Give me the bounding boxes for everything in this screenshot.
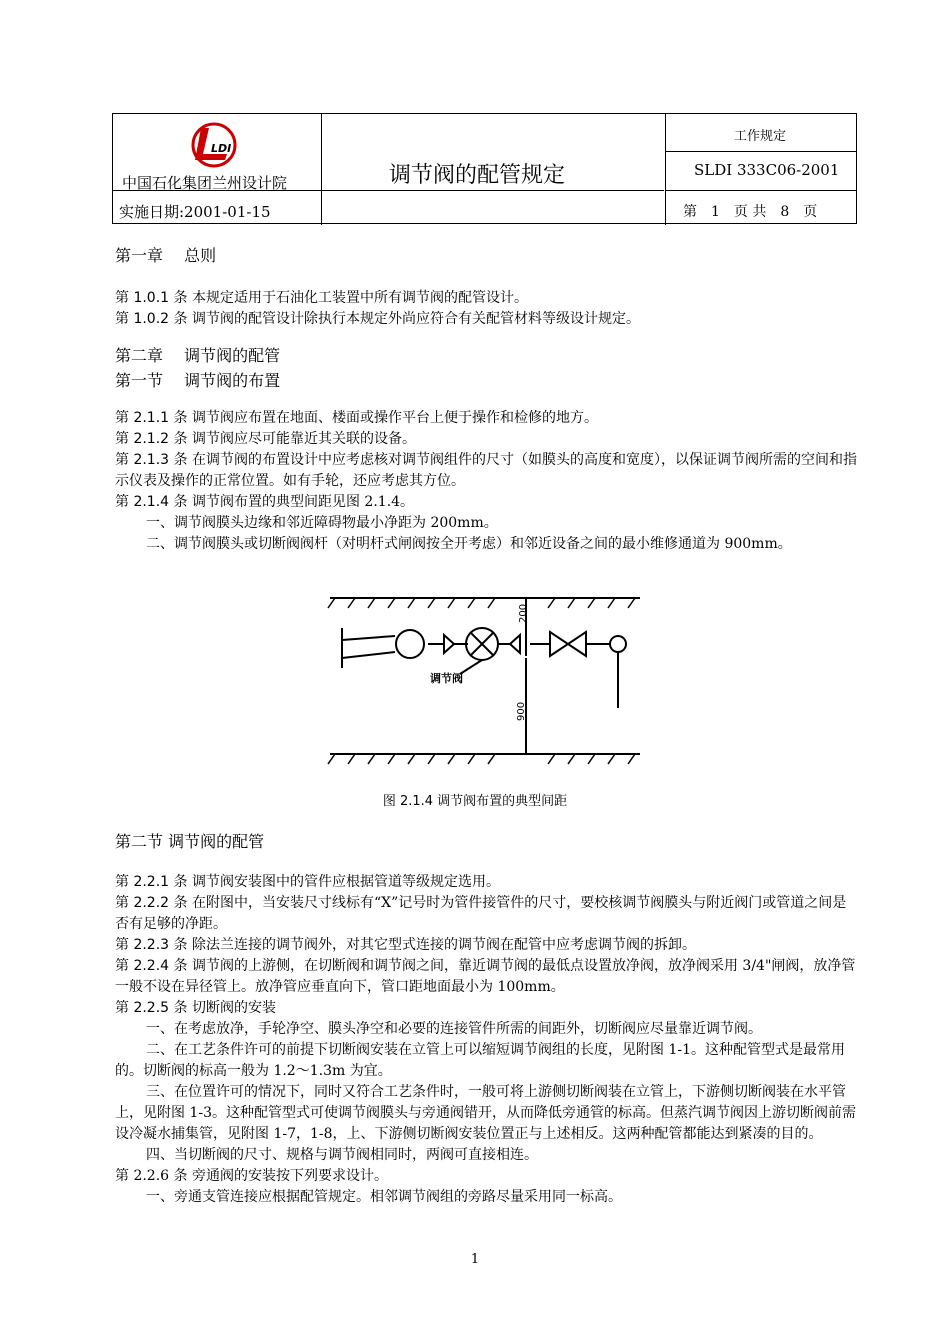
article-text: 第 2.2.6 条 旁通阀的安装按下列要求设计。	[115, 1168, 388, 1184]
article-item: 二、调节阀膜头或切断阀阀杆（对明杆式闸阀按全开考虑）和邻近设备之间的最小维修通道为 900mm。	[146, 536, 792, 552]
doc-title: 调节阀的配管规定	[389, 163, 566, 188]
layout-figure	[320, 588, 650, 773]
logo-text: LDI	[211, 142, 232, 155]
chapter-2-heading: 第二章 调节阀的配管	[115, 346, 281, 365]
article-num: 第 2.2.1 条	[115, 874, 188, 890]
article-item: 一、旁通支管连接应根据配管规定。相邻调节阀组的旁路尽量采用同一标高。	[146, 1189, 622, 1205]
article-text: 调节阀安装图中的管件应根据管道等级规定选用。	[191, 874, 500, 890]
figure-caption: 图 2.1.4 调节阀布置的典型间距	[382, 794, 568, 809]
article-num: 第 2.2.3 条	[115, 937, 188, 953]
doc-info-cell	[665, 114, 857, 225]
article-num: 第 1.0.1 条	[115, 290, 188, 306]
article-num: 第 2.2.5 条	[115, 1000, 188, 1016]
valve-label: 调节阀	[430, 672, 463, 685]
page-number: 1	[470, 1252, 480, 1267]
article-num: 第 2.2.2 条	[115, 895, 188, 911]
article-num: 第 1.0.2 条	[115, 311, 188, 327]
article-num: 第 2.1.4 条	[115, 494, 188, 510]
dim-bottom: 900	[516, 701, 527, 721]
article-text: 在附图中，当安装尺寸线标有“X”记号时为管件接管件的尺寸，要校核调节阀膜头与附近阀门或管道之间是否有足够的净距。	[115, 895, 847, 932]
dim-top: 200	[518, 603, 529, 623]
doc-type: 工作规定	[734, 129, 787, 144]
article-item: 四、当切断阀的尺寸、规格与调节阀相同时，两阀可直接相连。	[146, 1147, 538, 1163]
header-table	[112, 113, 857, 224]
article-text: 调节阀的配管设计除执行本规定外尚应符合有关配管材料等级设计规定。	[191, 311, 640, 327]
article-item: 二、在工艺条件许可的前提下切断阀安装在立管上可以缩短调节阀组的长度，见附图 1-1。这种配管型式是最常用的。切断阀的标高一般为 1.2～1.3m 为宜。	[115, 1042, 845, 1079]
doc-code: SLDI 333C06-2001	[694, 161, 840, 179]
article-text: 在调节阀的布置设计中应考虑核对调节阀组件的尺寸（如膜头的高度和宽度），以保证调节阀所需的空间和指示仪表及操作的正常位置。如有手轮，还应考虑其方位。	[115, 452, 857, 489]
article-text: 调节阀的上游侧，在切断阀和调节阀之间，靠近调节阀的最低点设置放净阀，放净阀采用 3/4"闸阀，放净管一般不设在异径管上。放净管应垂直向下，管口距地面最小为 100mm。	[115, 958, 856, 995]
page-label: 第 1 页 共 8 页	[683, 204, 818, 220]
article-text: 调节阀应尽可能靠近其关联的设备。	[191, 431, 416, 447]
ldi-logo	[189, 120, 239, 170]
article-num: 第 2.1.2 条	[115, 431, 188, 447]
article-text: 除法兰连接的调节阀外，对其它型式连接的调节阀在配管中应考虑调节阀的拆卸。	[191, 937, 696, 953]
article-item: 一、在考虑放净，手轮净空、膜头净空和必要的连接管件所需的间距外，切断阀应尽量靠近调节阀。	[146, 1021, 762, 1037]
article-item: 三、在位置许可的情况下，同时又符合工艺条件时，一般可将上游侧切断阀装在立管上，下游侧切断阀装在水平管上，见附图 1-3。这种配管型式可使调节阀膜头与旁通阀错开，从而降低旁通管的标高。但蒸汽调节阀因上游切断阀前需设冷凝水捕集管，见附图 1-7，1-8，上、下游侧切断阀安装位置正与上述相反。这两种配管都能达到紧凑的目的。	[115, 1084, 856, 1142]
article-text: 调节阀应布置在地面、楼面或操作平台上便于操作和检修的地方。	[191, 410, 598, 426]
article-text: 切断阀的安装	[191, 1000, 276, 1016]
article-item: 一、调节阀膜头边缘和邻近障碍物最小净距为 200mm。	[146, 515, 498, 531]
section-2-heading: 第二节 调节阀的配管	[115, 832, 265, 851]
article-num: 第 2.1.3 条	[115, 452, 188, 468]
section-1-heading: 第一节 调节阀的布置	[115, 371, 281, 390]
effective-date: 实施日期:2001-01-15	[119, 203, 271, 221]
article-text: 调节阀布置的典型间距见图 2.1.4。	[191, 494, 415, 510]
org-name: 中国石化集团兰州设计院	[122, 174, 288, 192]
article-num: 第 2.2.4 条	[115, 958, 188, 974]
lower-body	[115, 830, 860, 1208]
article-text: 本规定适用于石油化工装置中所有调节阀的配管设计。	[191, 290, 528, 306]
org-cell	[113, 114, 322, 225]
chapter-1-heading: 第一章 总则	[115, 246, 217, 265]
article-num: 第 2.1.1 条	[115, 410, 188, 426]
upper-body	[115, 244, 860, 555]
